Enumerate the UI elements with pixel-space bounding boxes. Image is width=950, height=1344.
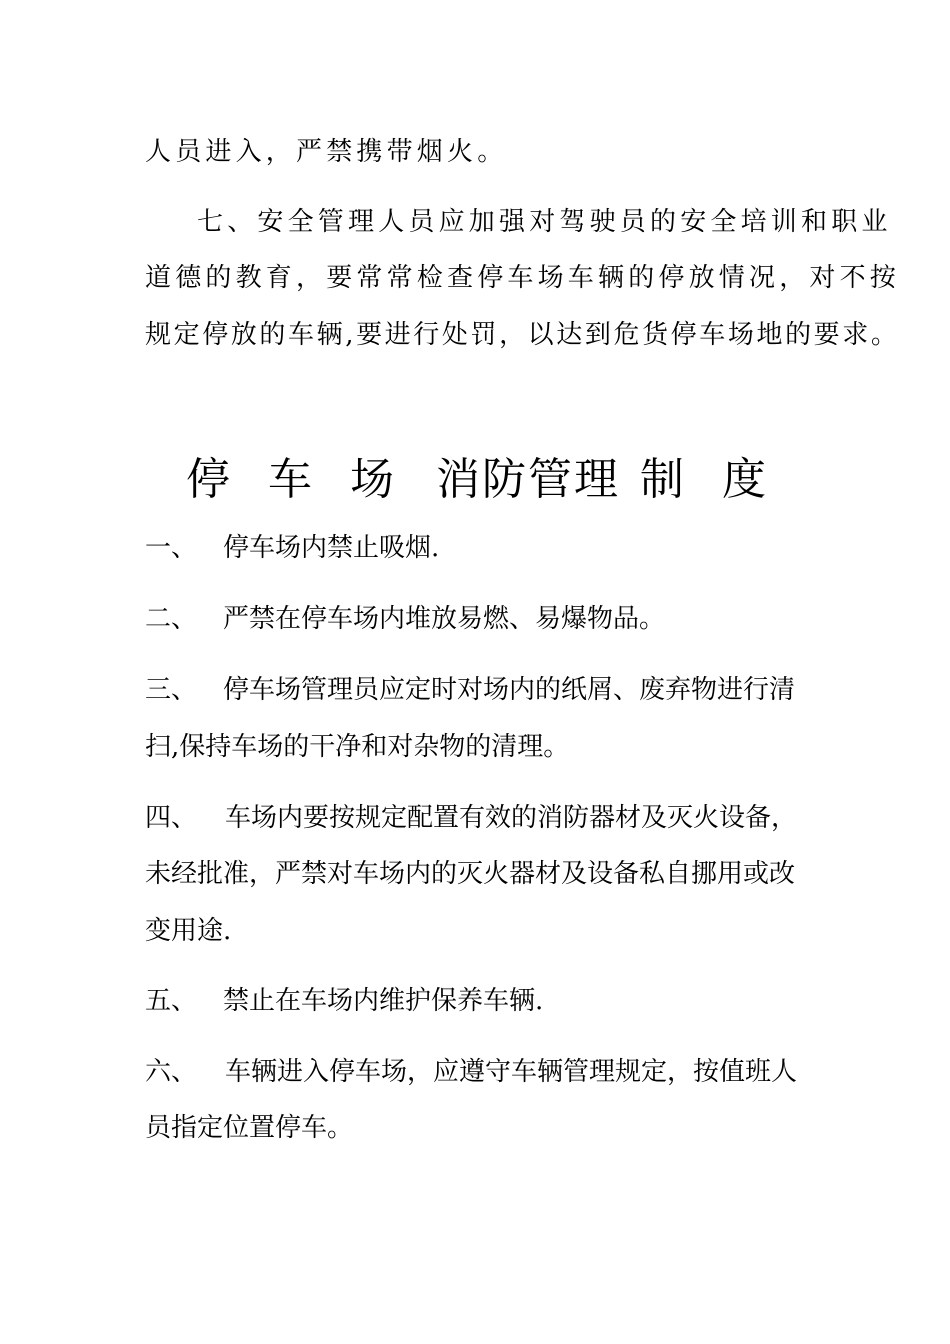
- rule-seven-line-1: 七、安全管理人员应加强对驾驶员的安全培训和职业: [197, 207, 892, 237]
- item-text: 车场内要按规定配置有效的消防器材及灭火设备，: [225, 803, 798, 833]
- item-number: 六、: [145, 1057, 198, 1087]
- list-item: [145, 1055, 810, 1089]
- item-text: 停车场管理员应定时对场内的纸屑、废弃物进行清: [223, 675, 796, 705]
- list-item: [145, 673, 810, 707]
- title-char: 车: [268, 454, 312, 505]
- section-title: [150, 452, 800, 508]
- intro-line: 人员进入，严禁携带烟火。: [145, 137, 508, 167]
- item-text-continued: 变用途.: [145, 916, 232, 946]
- title-char: 场: [350, 454, 394, 505]
- item-text-continued: 未经批准，严禁对车场内的灭火器材及设备私自挪用或改: [145, 859, 796, 889]
- item-text: 禁止在车场内维护保养车辆.: [223, 986, 544, 1016]
- rule-seven-line-3: 规定停放的车辆,要进行处罚，以达到危货停车场地的要求。: [145, 320, 900, 350]
- title-char: 制: [640, 454, 684, 505]
- item-text-continued: 扫,保持车场的干净和对杂物的清理。: [145, 732, 570, 762]
- item-number: 五、: [145, 986, 198, 1016]
- item-number: 四、: [145, 803, 198, 833]
- item-number: 一、: [145, 533, 198, 563]
- item-number: 三、: [145, 675, 198, 705]
- list-item: [145, 984, 810, 1018]
- title-char: 停: [186, 454, 230, 505]
- list-item: [145, 531, 810, 565]
- title-word: 消防管理: [436, 454, 620, 505]
- item-text: 车辆进入停车场，应遵守车辆管理规定，按值班人: [225, 1057, 798, 1087]
- title-char: 度: [722, 454, 766, 505]
- list-item: [145, 801, 810, 835]
- item-text: 严禁在停车场内堆放易燃、易爆物品。: [223, 604, 666, 634]
- rule-seven-line-2: 道德的教育，要常常检查停车场车辆的停放情况，对不按: [145, 263, 901, 293]
- list-item: [145, 602, 810, 636]
- item-number: 二、: [145, 604, 198, 634]
- item-text-continued: 员指定位置停车。: [145, 1113, 354, 1143]
- item-text: 停车场内禁止吸烟.: [223, 533, 440, 563]
